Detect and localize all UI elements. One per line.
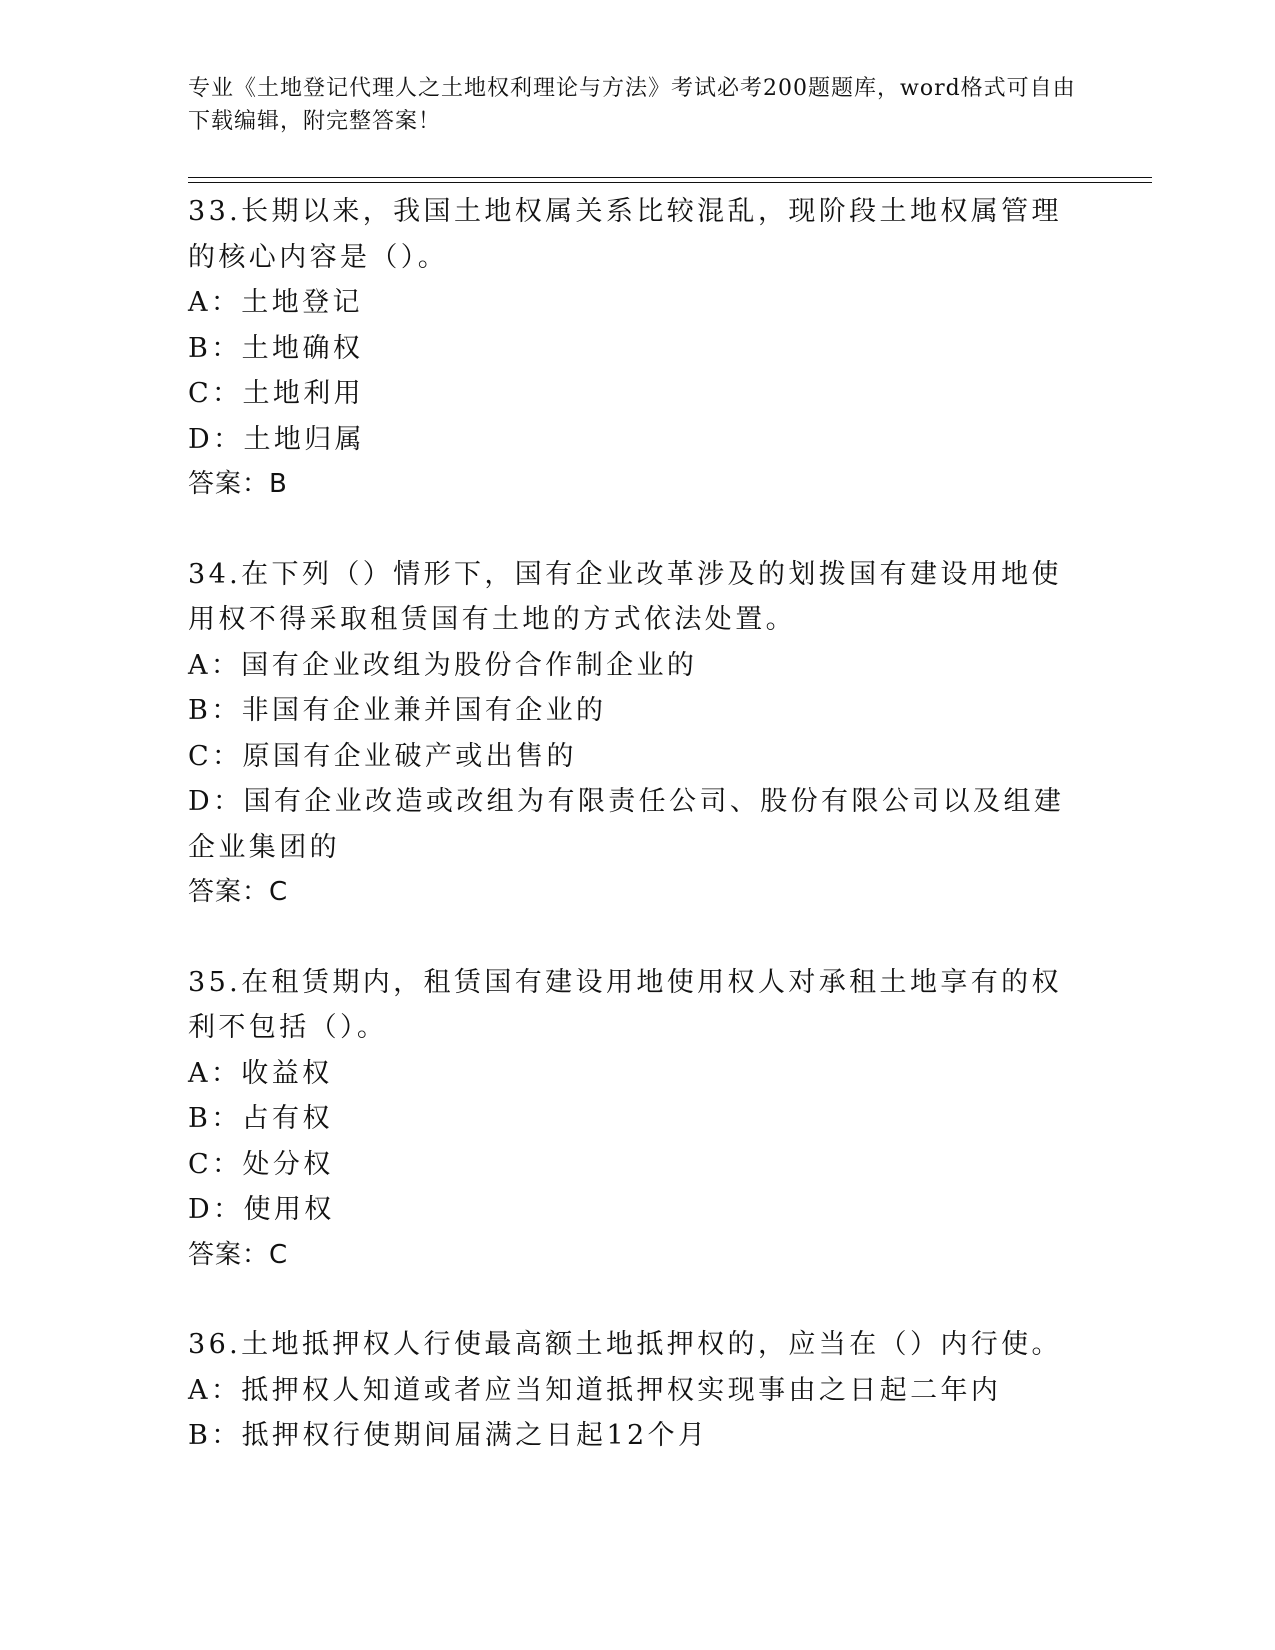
question-stem: 35.在租赁期内，租赁国有建设用地使用权人对承租土地享有的权利不包括（）。: [188, 966, 1062, 1043]
option-c: C：原国有企业破产或出售的: [188, 740, 577, 772]
option-b: B：占有权: [188, 1103, 333, 1134]
option-b: B：非国有企业兼并国有企业的: [188, 695, 607, 726]
question-stem: 36.土地抵押权人行使最高额土地抵押权的，应当在（）内行使。: [188, 1329, 1062, 1360]
answer: 答案：C: [188, 1239, 289, 1270]
option-b: B：抵押权行使期间届满之日起12个月: [188, 1420, 709, 1451]
question-36: [188, 1322, 1078, 1459]
answer: 答案：B: [188, 469, 288, 499]
option-d: D：土地归属: [188, 423, 366, 455]
question-stem: 34.在下列（）情形下，国有企业改革涉及的划拨国有建设用地使用权不得采取租赁国有土地的方式依法处置。: [188, 558, 1062, 635]
header-divider-bottom: [188, 182, 1152, 183]
header-divider-top: [188, 177, 1152, 178]
question-list: [188, 189, 1078, 1503]
answer: 答案：C: [188, 877, 289, 907]
option-a: A：收益权: [188, 1057, 333, 1089]
option-a: A：国有企业改组为股份合作制企业的: [188, 649, 698, 681]
question-34: [188, 552, 1078, 916]
document-header: 专业《土地登记代理人之土地权利理论与方法》考试必考200题题库，word格式可自由下载编辑，附完整答案！: [188, 76, 1076, 134]
question-35: [188, 960, 1078, 1279]
question-33: [188, 189, 1078, 508]
option-b: B：土地确权: [188, 332, 364, 364]
option-c: C：处分权: [188, 1148, 334, 1180]
option-a: A：土地登记: [188, 287, 363, 318]
option-c: C：土地利用: [188, 378, 365, 409]
option-d: D：国有企业改造或改组为有限责任公司、股份有限公司以及组建企业集团的: [188, 786, 1065, 863]
option-a: A：抵押权人知道或者应当知道抵押权实现事由之日起二年内: [188, 1374, 1002, 1406]
question-stem: 33.长期以来，我国土地权属关系比较混乱，现阶段土地权属管理的核心内容是（）。: [188, 196, 1062, 273]
option-d: D：使用权: [188, 1194, 335, 1225]
